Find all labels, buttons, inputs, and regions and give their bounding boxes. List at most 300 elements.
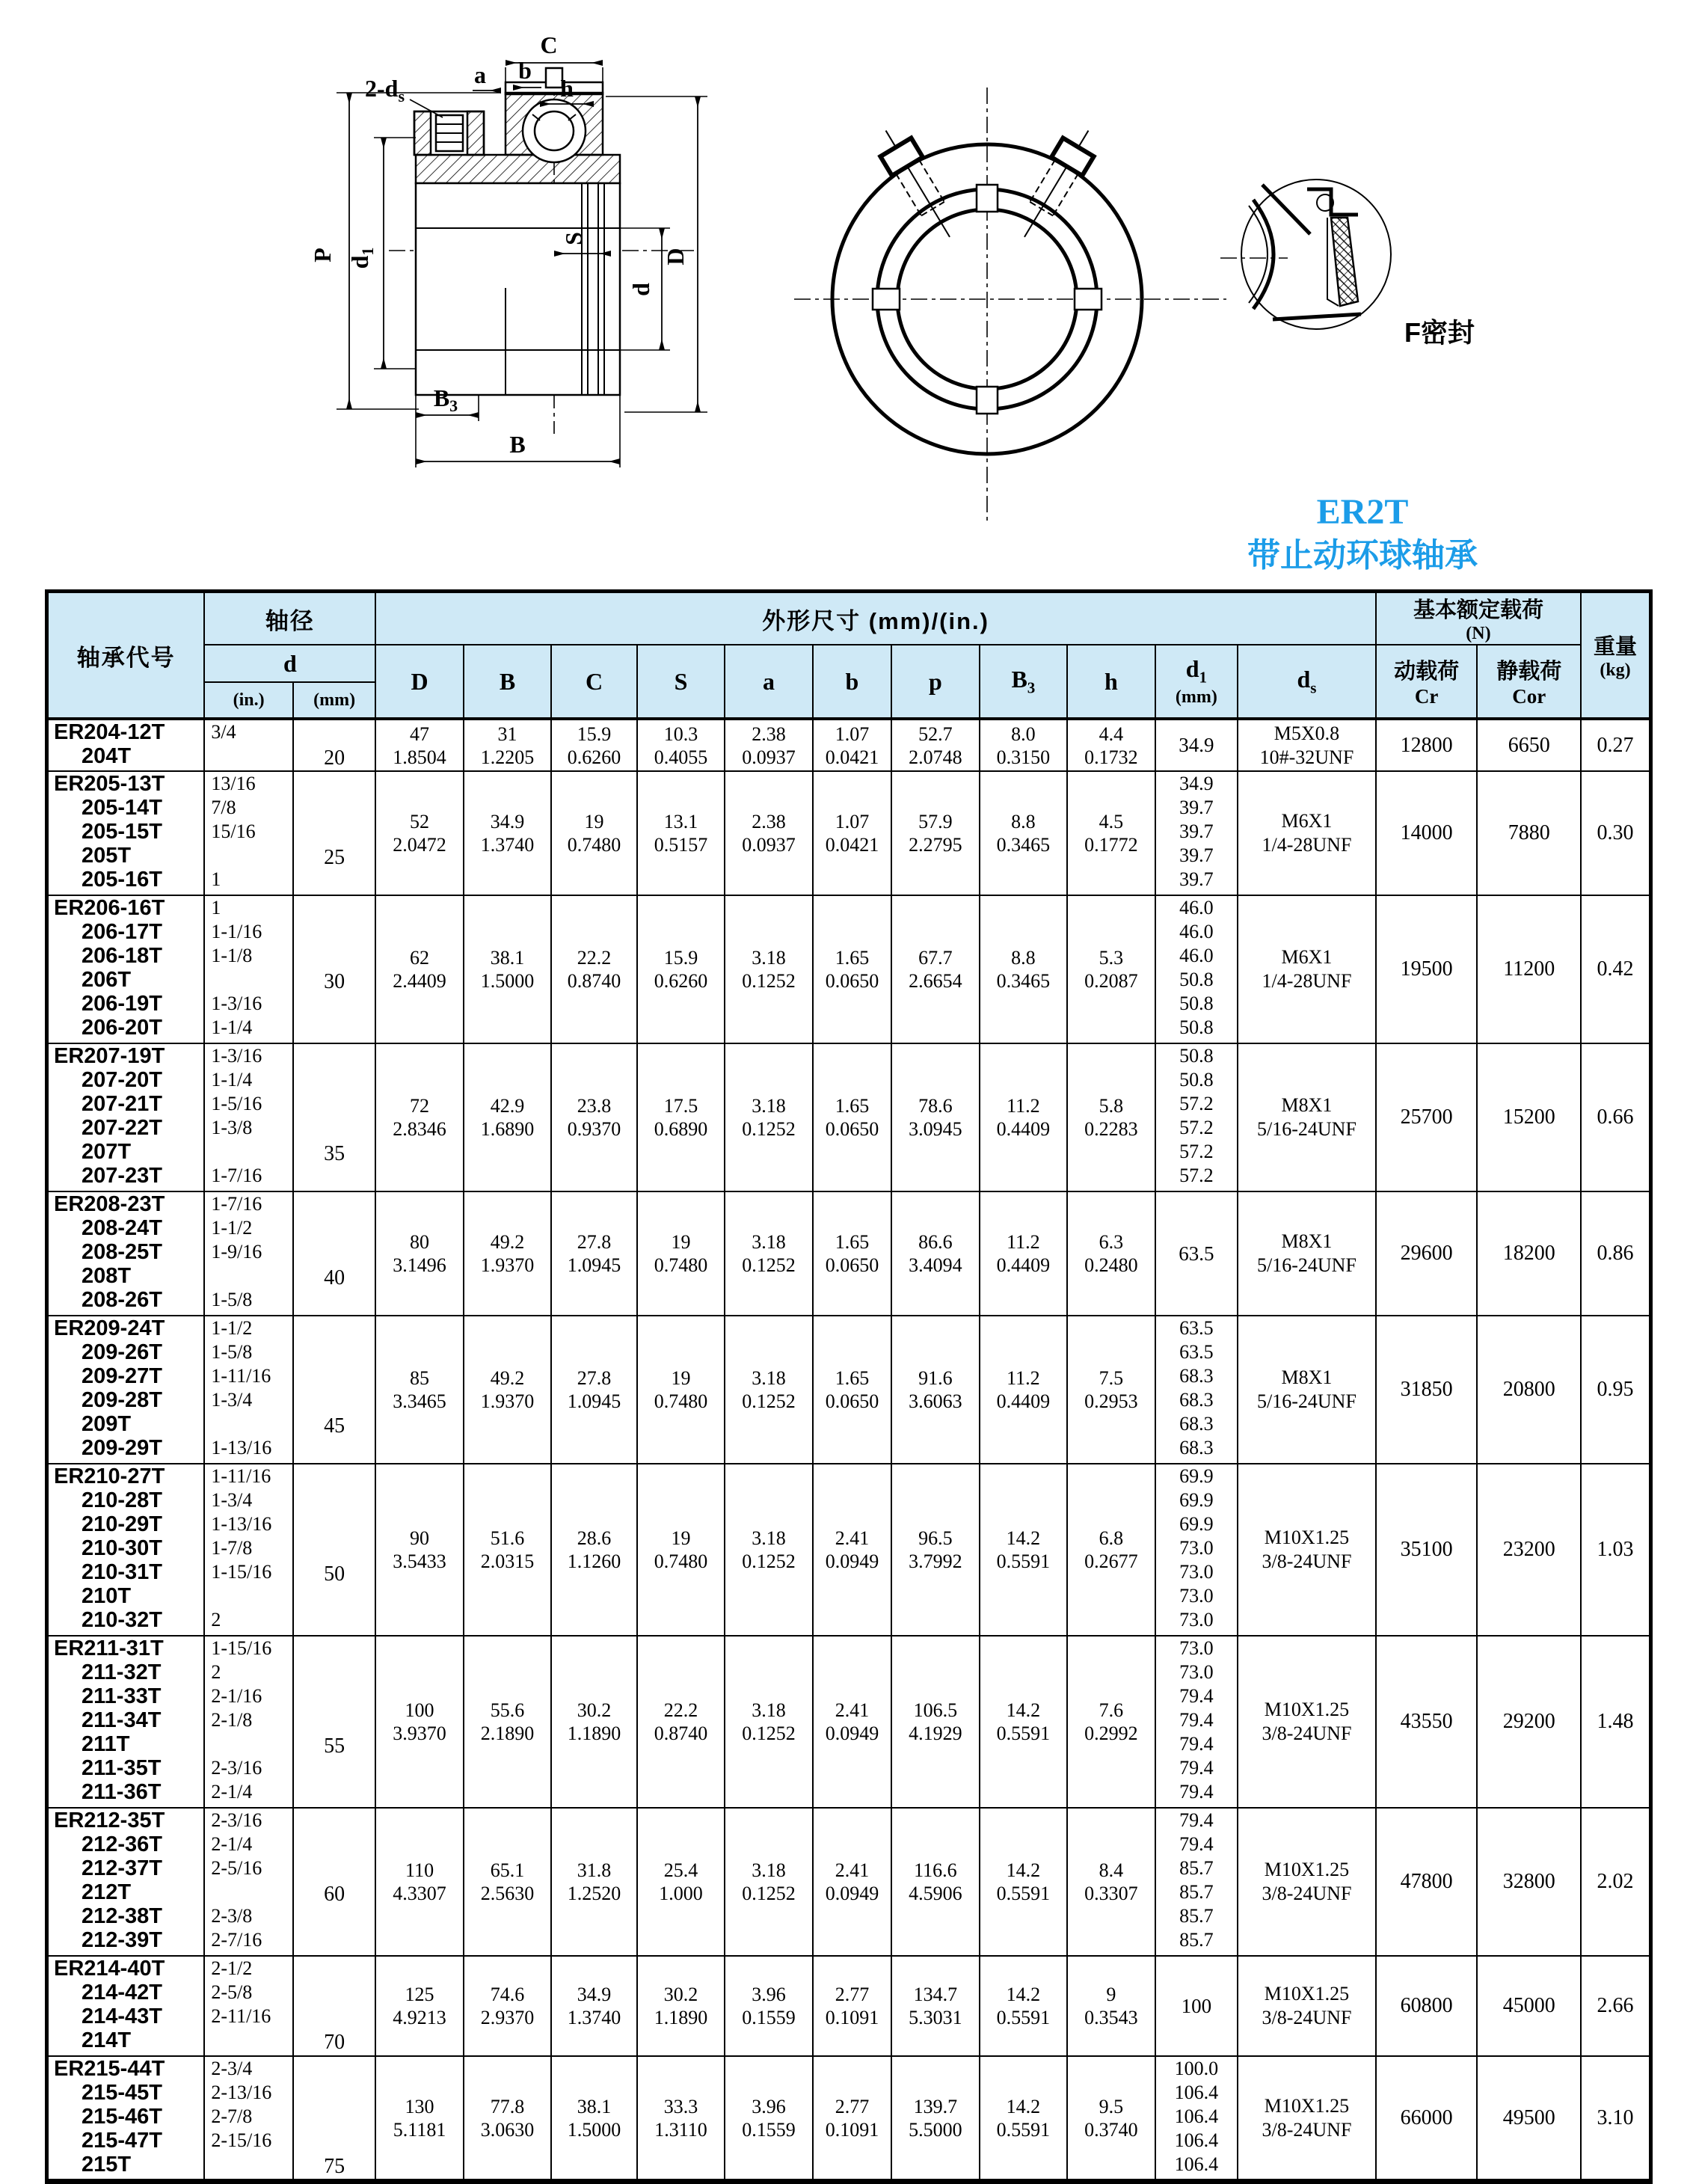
dim-value-in: 1.000: [659, 1883, 703, 1904]
dim-b: [813, 771, 891, 895]
bearing-codes: [47, 1808, 205, 1956]
dim-b: [813, 1636, 891, 1808]
bearing-code: ER204-12T: [54, 720, 165, 744]
dim-value-mm: 14.2: [1006, 1859, 1041, 1881]
dim-value-in: 0.1559: [742, 2118, 796, 2141]
dim-value-mm: 106.5: [913, 1699, 958, 1721]
dim-value-mm: 96.5: [918, 1527, 953, 1549]
dim-a: [725, 771, 812, 895]
dim-value-in: 0.3543: [1084, 2007, 1138, 2028]
thread-ds: [1238, 1464, 1376, 1636]
dim-value-in: 4.5906: [909, 1883, 962, 1904]
dim-value-in: 1.8504: [393, 746, 446, 768]
dim-value-in: 0.6260: [654, 970, 708, 992]
shaft-dia-inch: 2-7/8: [211, 2105, 253, 2127]
dim-value-in: 1.5000: [567, 2118, 621, 2141]
d1-value: 50.8: [1179, 1045, 1214, 1067]
shaft-dia-inch: [205, 1140, 292, 1164]
dim-value-mm: 3.18: [752, 1231, 786, 1253]
shaft-dia-inch: [205, 1412, 292, 1436]
weight-kg: 0.66: [1581, 1043, 1650, 1191]
dim-value-in: 4.1929: [909, 1723, 962, 1744]
bearing-code: 206-18T: [82, 944, 163, 968]
load-cr: 19500: [1376, 895, 1478, 1043]
header-dimensions: 外形尺寸 (mm)/(in.): [375, 592, 1376, 645]
bearing-code: 215-46T: [82, 2105, 163, 2129]
dim-D: [375, 1808, 463, 1956]
dim-b: [813, 895, 891, 1043]
d1-value: 79.4: [1179, 1809, 1214, 1831]
dim-value-mm: 2.38: [752, 811, 786, 832]
dim-b: [813, 1464, 891, 1636]
bearing-code: 215T: [82, 2153, 132, 2177]
load-cor: 20800: [1477, 1316, 1581, 1464]
detail-circle: [1241, 180, 1391, 329]
shaft-dia-inch-list: [204, 1191, 292, 1316]
d1-value: 63.5: [1179, 1317, 1214, 1339]
d1-value: 39.7: [1179, 844, 1214, 866]
bearing-code: 205T: [82, 844, 132, 868]
bearing-code: 212-39T: [82, 1928, 163, 1952]
dim-C: [551, 1464, 636, 1636]
bearing-code: 204T: [82, 744, 132, 768]
dim-value-mm: 38.1: [490, 947, 525, 969]
bearing-group-row: [47, 895, 1651, 1043]
d1-value: 68.3: [1179, 1389, 1214, 1411]
d1-value: 106.4: [1174, 2082, 1219, 2103]
dim-value-in: 0.3465: [996, 834, 1051, 856]
shaft-dia-inch: 7/8: [211, 797, 236, 818]
dim-value-mm: 5.8: [1099, 1095, 1124, 1117]
dim-value-mm: 139.7: [913, 2095, 958, 2117]
shaft-dia-inch: 1: [211, 897, 221, 918]
weight-kg: 0.95: [1581, 1316, 1650, 1464]
dim-D: [375, 1636, 463, 1808]
thread-ds: [1238, 771, 1376, 895]
shaft-dia-inch: 1-7/8: [211, 1537, 253, 1559]
dim-value-in: 0.1252: [742, 1390, 796, 1412]
dim-value-mm: 3.96: [752, 2095, 786, 2117]
d1-value: 85.7: [1179, 1929, 1214, 1951]
dim-value-mm: 19: [584, 811, 604, 832]
shaft-dia-inch-list: [204, 1956, 292, 2056]
dim-value-mm: 14.2: [1006, 2095, 1041, 2117]
dim-value-in: 1.6890: [480, 1118, 535, 1140]
shaft-dia-inch: 1-3/4: [211, 1489, 253, 1511]
shaft-dia-mm: [293, 2056, 375, 2182]
dim-S: [637, 1316, 725, 1464]
d1-value: 46.0: [1179, 921, 1214, 942]
dim-h: [1067, 1316, 1155, 1464]
d1-value: 79.4: [1179, 1757, 1214, 1779]
shaft-dia-mm: [293, 895, 375, 1043]
bearing-code: 212-37T: [82, 1856, 163, 1880]
dim-value-mm: 1.07: [835, 811, 870, 832]
dim-p: [891, 895, 979, 1043]
dim-value-in: 0.0650: [825, 1118, 879, 1140]
shaft-dia-inch-list: [204, 1636, 292, 1808]
dim-value-in: 3.4094: [909, 1254, 962, 1276]
load-cor: 23200: [1477, 1464, 1581, 1636]
dim-value-in: 3.0945: [909, 1118, 962, 1140]
dim-value-in: 3.5433: [393, 1550, 446, 1572]
dim-B3: [980, 719, 1067, 771]
dim-value-in: 1.1890: [654, 2007, 708, 2028]
thread-spec: 5/16-24UNF: [1257, 1390, 1357, 1412]
shaft-dia-inch: 2-1/4: [211, 1781, 253, 1803]
dim-C: [551, 2056, 636, 2182]
bearing-code: ER209-24T: [54, 1316, 165, 1340]
load-cor: 18200: [1477, 1191, 1581, 1316]
shaft-dia-inch: [205, 2028, 292, 2052]
dim-value-mm: 51.6: [490, 1527, 525, 1549]
dim-value-mm: 86.6: [918, 1231, 953, 1253]
dim-h: [1067, 1636, 1155, 1808]
bearing-code: 210-31T: [82, 1560, 163, 1584]
dim-a: [725, 1191, 812, 1316]
bearing-code: 210-32T: [82, 1608, 163, 1632]
dim-C: [551, 1191, 636, 1316]
thread-spec: M10X1.25: [1264, 1983, 1350, 2004]
dim-value-mm: 30.2: [663, 1984, 698, 2005]
label-B3: $B_3$: [433, 384, 458, 415]
shaft-dia-inch: [205, 1264, 292, 1288]
dim-value-mm: 2.77: [835, 2095, 870, 2117]
bearing-code: 211-35T: [82, 1756, 162, 1780]
dim-h: [1067, 1191, 1155, 1316]
shaft-dia-mm-value: 55: [324, 1734, 345, 1758]
bearing-code: 205-16T: [82, 868, 163, 892]
dim-value-in: 0.2283: [1084, 1118, 1138, 1140]
shaft-dia-mm: [293, 1464, 375, 1636]
dim-value-mm: 74.6: [490, 1984, 525, 2005]
shaft-dia-inch: 1-13/16: [211, 1437, 272, 1458]
dim-value-mm: 14.2: [1006, 1699, 1041, 1721]
dim-value-in: 0.2992: [1084, 1723, 1138, 1744]
dim-value-mm: 19: [671, 1367, 691, 1389]
dim-d1: [1155, 2056, 1238, 2182]
d1-value: 85.7: [1179, 1905, 1214, 1927]
d1-value: 73.0: [1179, 1609, 1214, 1631]
dim-value-in: 0.2087: [1084, 970, 1138, 992]
dim-B3: [980, 771, 1067, 895]
weight-kg: 0.27: [1581, 719, 1650, 771]
dim-value-mm: 34.9: [577, 1984, 612, 2005]
shaft-dia-inch: 2-5/8: [211, 1981, 253, 2003]
dim-value-mm: 31.8: [577, 1859, 612, 1881]
front-view-drawing: [778, 71, 1241, 550]
bearing-code: 207T: [82, 1140, 132, 1164]
shaft-dia-inch: 1-3/16: [211, 1045, 262, 1067]
dim-d1: [1155, 771, 1238, 895]
header-col-d1: $d_1$ (mm): [1155, 645, 1238, 719]
dim-B: [464, 771, 551, 895]
load-cr: 14000: [1376, 771, 1478, 895]
dim-B: [464, 1316, 551, 1464]
shaft-dia-inch: 2-15/16: [211, 2129, 272, 2151]
header-col-B3: $B_3$: [980, 645, 1067, 719]
bearing-code: ER208-23T: [54, 1192, 165, 1216]
d1-value: 46.0: [1179, 945, 1214, 966]
shaft-dia-inch: [205, 968, 292, 992]
dim-d1: [1155, 1636, 1238, 1808]
series-title-block: [1210, 490, 1515, 576]
slot-right: [1075, 289, 1102, 310]
d1-value: 34.9: [1179, 734, 1214, 756]
dim-value-mm: 8.8: [1011, 811, 1036, 832]
load-cr: 35100: [1376, 1464, 1478, 1636]
dim-B3: [980, 1316, 1067, 1464]
weight-kg: 3.10: [1581, 2056, 1650, 2182]
bearing-code: 205-14T: [82, 796, 163, 820]
dim-B: [464, 719, 551, 771]
dim-value-in: 0.1772: [1084, 834, 1138, 856]
dim-a: [725, 2056, 812, 2182]
shaft-dia-inch: 2-1/4: [211, 1833, 253, 1855]
dim-value-mm: 14.2: [1006, 1527, 1041, 1549]
d1-value: 68.3: [1179, 1437, 1214, 1458]
label-a: a: [474, 61, 486, 88]
dim-value-in: 0.5591: [996, 2007, 1051, 2028]
d1-value: 69.9: [1179, 1465, 1214, 1487]
shaft-dia-inch: 1-7/16: [211, 1165, 262, 1186]
bearing-code: 209-28T: [82, 1388, 163, 1412]
bearing-code: 215-47T: [82, 2129, 163, 2153]
dim-p: [891, 1808, 979, 1956]
shaft-dia-inch: 2: [211, 1661, 221, 1683]
thread-spec: 3/8-24UNF: [1262, 1723, 1352, 1744]
dim-B: [464, 1043, 551, 1191]
d1-value: 39.7: [1179, 820, 1214, 842]
dim-value-mm: 52.7: [918, 723, 953, 745]
dim-value-mm: 11.2: [1007, 1367, 1040, 1389]
shaft-dia-inch-list: [204, 1808, 292, 1956]
bearing-code: 206-19T: [82, 992, 163, 1016]
bearing-code: 210-30T: [82, 1536, 163, 1560]
dim-value-in: 1.9370: [480, 1390, 535, 1412]
dim-value-mm: 90: [410, 1527, 430, 1549]
dim-value-in: 0.3307: [1084, 1883, 1138, 1904]
load-cor: 11200: [1477, 895, 1581, 1043]
dim-D: [375, 1956, 463, 2056]
label-B: B: [509, 431, 526, 458]
dim-value-in: 0.8740: [567, 970, 621, 992]
dim-d1: [1155, 1043, 1238, 1191]
shaft-dia-inch: 2: [211, 1609, 221, 1631]
dim-D: [375, 1043, 463, 1191]
dim-S: [637, 1464, 725, 1636]
dim-a: [725, 1956, 812, 2056]
d1-value: 79.4: [1179, 1833, 1214, 1855]
dim-B: [464, 1956, 551, 2056]
load-cr: 43550: [1376, 1636, 1478, 1808]
dim-p: [891, 2056, 979, 2182]
dim-value-mm: 57.9: [918, 811, 953, 832]
dim-value-mm: 10.3: [663, 723, 698, 745]
thread-spec: M10X1.25: [1264, 1859, 1350, 1880]
shaft-dia-inch: 1-11/16: [211, 1365, 271, 1387]
dim-value-mm: 3.18: [752, 1367, 786, 1389]
dim-value-in: 3.0630: [480, 2118, 535, 2141]
dim-b: [813, 2056, 891, 2182]
dim-value-in: 5.5000: [909, 2118, 962, 2141]
label-d1: $d_1$: [346, 247, 377, 269]
bearing-group-row: [47, 1808, 1651, 1956]
label-D: D: [662, 248, 689, 266]
dim-value-mm: 116.6: [914, 1859, 957, 1881]
weight-kg: 0.86: [1581, 1191, 1650, 1316]
thread-spec: 3/8-24UNF: [1262, 2007, 1352, 2028]
shaft-dia-inch: 3/4: [211, 721, 236, 743]
shaft-dia-inch: 1-1/16: [211, 921, 262, 942]
dim-value-in: 2.5630: [480, 1883, 535, 1904]
bearing-codes: [47, 1043, 205, 1191]
bearing-code: 211-34T: [82, 1708, 162, 1732]
bearing-code: 212T: [82, 1880, 132, 1904]
header-col-ds: $d_s$: [1238, 645, 1376, 719]
shaft-dia-inch: 2-3/4: [211, 2058, 253, 2079]
load-cor: 6650: [1477, 719, 1581, 771]
dim-value-mm: 11.2: [1007, 1095, 1040, 1117]
header-col-cor: 静载荷 Cor: [1477, 645, 1581, 719]
thread-spec: 5/16-24UNF: [1257, 1254, 1357, 1276]
bearing-codes: [47, 1316, 205, 1464]
dim-C: [551, 1316, 636, 1464]
dim-value-mm: 22.2: [663, 1699, 698, 1721]
shaft-dia-mm: [293, 1808, 375, 1956]
thread-spec: M10X1.25: [1264, 2094, 1350, 2117]
load-cor: 15200: [1477, 1043, 1581, 1191]
dim-value-mm: 9.5: [1099, 2095, 1124, 2117]
dim-B: [464, 1191, 551, 1316]
thread-spec: M5X0.8: [1273, 722, 1340, 744]
bearing-group-row: [47, 1636, 1651, 1808]
bearing-codes: [47, 1191, 205, 1316]
thread-spec: 5/16-24UNF: [1257, 1118, 1357, 1140]
shaft-dia-inch-list: [204, 1043, 292, 1191]
dim-a: [725, 719, 812, 771]
dim-S: [637, 1808, 725, 1956]
dim-value-mm: 42.9: [490, 1095, 525, 1117]
dim-value-mm: 6.8: [1099, 1527, 1124, 1549]
dim-value-in: 2.8346: [393, 1118, 446, 1140]
d1-value: 50.8: [1179, 1069, 1214, 1091]
dim-C: [551, 1636, 636, 1808]
d1-value: 50.8: [1179, 969, 1214, 990]
weight-kg: 0.30: [1581, 771, 1650, 895]
dim-value-in: 1.3110: [654, 2118, 707, 2141]
dim-value-mm: 7.5: [1099, 1367, 1124, 1389]
d1-value: 57.2: [1179, 1141, 1214, 1162]
dim-a: [725, 1316, 812, 1464]
series-name: 带止动环球轴承: [1247, 537, 1478, 574]
dim-value-mm: 80: [410, 1231, 430, 1253]
shaft-dia-inch: [205, 1732, 292, 1756]
dim-D: [375, 719, 463, 771]
dim-value-in: 0.1252: [742, 970, 796, 992]
dim-B3: [980, 1464, 1067, 1636]
thread-spec: 1/4-28UNF: [1262, 834, 1352, 856]
slot-top: [977, 185, 998, 212]
dim-value-in: 0.1091: [825, 2007, 879, 2028]
dim-b: [813, 1191, 891, 1316]
seal-detail-label: F密封: [1404, 317, 1475, 348]
dim-value-mm: 28.6: [577, 1527, 612, 1549]
d1-value: 34.9: [1179, 773, 1214, 794]
shaft-dia-inch: 1-3/4: [211, 1389, 253, 1411]
dim-value-mm: 78.6: [918, 1095, 953, 1117]
thread-ds: [1238, 719, 1376, 771]
d1-value: 69.9: [1179, 1513, 1214, 1535]
dim-value-in: 0.6260: [567, 746, 621, 768]
shaft-dia-mm: [293, 771, 375, 895]
dim-value-in: 0.1091: [825, 2118, 879, 2141]
d1-value: 73.0: [1179, 1637, 1214, 1659]
dim-value-in: 0.5157: [654, 834, 708, 856]
dim-value-mm: 8.4: [1099, 1859, 1124, 1881]
dim-value-mm: 8.8: [1011, 947, 1036, 969]
dim-value-in: 0.3465: [996, 970, 1051, 992]
shaft-dia-inch: 1-1/2: [211, 1217, 253, 1239]
shaft-dia-inch: 1-13/16: [211, 1513, 272, 1535]
bearing-code: 211-33T: [82, 1684, 162, 1708]
dim-value-mm: 91.6: [918, 1367, 953, 1389]
dim-S: [637, 1191, 725, 1316]
bearing-code: 209-29T: [82, 1436, 163, 1460]
shaft-dia-mm-value: 45: [324, 1414, 345, 1438]
dim-B3: [980, 1808, 1067, 1956]
dim-S: [637, 771, 725, 895]
shaft-dia-inch: [205, 844, 292, 868]
dim-value-mm: 65.1: [490, 1859, 525, 1881]
load-cr: 66000: [1376, 2056, 1478, 2182]
label-P: P: [309, 248, 336, 263]
d1-value: 57.2: [1179, 1165, 1214, 1186]
d1-value: 85.7: [1179, 1857, 1214, 1879]
dim-a: [725, 895, 812, 1043]
bearing-group-row: [47, 719, 1651, 771]
table-body: [47, 719, 1651, 2182]
dim-a: [725, 1808, 812, 1956]
shaft-dia-inch: 2-13/16: [211, 2082, 272, 2103]
dim-value-in: 0.5591: [996, 1550, 1051, 1572]
dim-B: [464, 1636, 551, 1808]
d1-value: 68.3: [1179, 1413, 1214, 1435]
dim-C: [551, 1808, 636, 1956]
dim-value-mm: 19: [671, 1527, 691, 1549]
bearing-code: 208T: [82, 1264, 132, 1288]
shaft-dia-inch: 1-5/8: [211, 1341, 253, 1363]
dim-C: [551, 1956, 636, 2056]
dim-value-mm: 125: [405, 1984, 434, 2005]
dim-B3: [980, 1191, 1067, 1316]
dim-value-in: 5.1181: [393, 2118, 446, 2141]
load-cor: 49500: [1477, 2056, 1581, 2182]
shaft-dia-mm-value: 30: [324, 970, 345, 993]
bearing-code: ER215-44T: [54, 2057, 165, 2081]
shaft-dia-mm: [293, 1956, 375, 2056]
dim-a: [725, 1636, 812, 1808]
load-cr: 60800: [1376, 1956, 1478, 2056]
dim-value-in: 0.1252: [742, 1254, 796, 1276]
thread-spec: M8X1: [1281, 1094, 1333, 1116]
d1-value: 46.0: [1179, 897, 1214, 918]
bearing-code: 207-23T: [82, 1164, 163, 1188]
d1-value: 79.4: [1179, 1781, 1214, 1803]
dim-value-in: 3.3465: [393, 1390, 446, 1412]
dim-S: [637, 719, 725, 771]
dim-value-in: 0.0937: [742, 834, 796, 856]
